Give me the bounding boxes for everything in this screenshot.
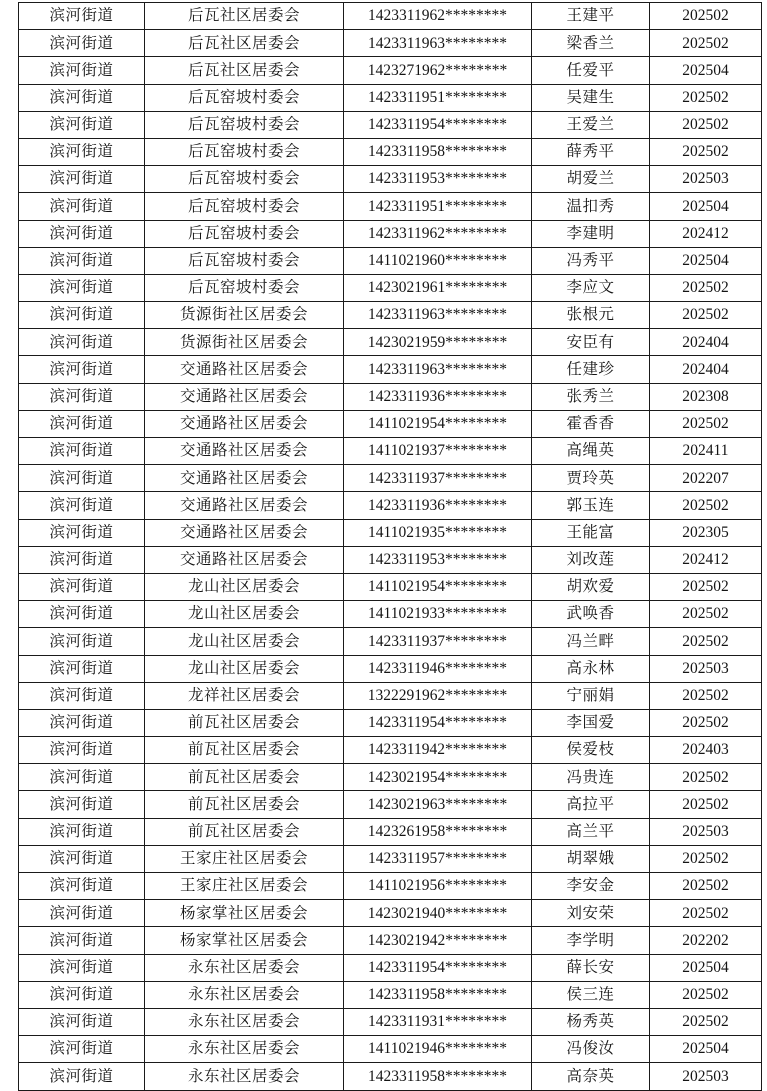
street-cell: 滨河街道 — [19, 873, 145, 900]
date-cell: 202502 — [650, 84, 762, 111]
street-cell: 滨河街道 — [19, 519, 145, 546]
date-cell: 202504 — [650, 954, 762, 981]
table-row — [19, 166, 762, 193]
table-row — [19, 274, 762, 301]
table-row — [19, 492, 762, 519]
person-name-cell: 高奈英 — [532, 1063, 650, 1090]
person-name-cell: 任建珍 — [532, 356, 650, 383]
person-name-cell: 王能富 — [532, 519, 650, 546]
id-number-cell: 1423311963******** — [344, 302, 532, 329]
person-name-cell: 宁丽娟 — [532, 682, 650, 709]
community-cell: 后瓦窑坡村委会 — [145, 84, 344, 111]
table-row — [19, 84, 762, 111]
date-cell: 202504 — [650, 1036, 762, 1063]
street-cell: 滨河街道 — [19, 682, 145, 709]
community-cell: 后瓦社区居委会 — [145, 3, 344, 30]
id-number-cell: 1423311963******** — [344, 356, 532, 383]
table-row — [19, 818, 762, 845]
street-cell: 滨河街道 — [19, 900, 145, 927]
community-cell: 王家庄社区居委会 — [145, 873, 344, 900]
table-body — [19, 3, 762, 1091]
date-cell: 202502 — [650, 111, 762, 138]
date-cell: 202503 — [650, 655, 762, 682]
street-cell: 滨河街道 — [19, 138, 145, 165]
street-cell: 滨河街道 — [19, 1036, 145, 1063]
street-cell: 滨河街道 — [19, 438, 145, 465]
community-cell: 杨家掌社区居委会 — [145, 927, 344, 954]
person-name-cell: 薛秀平 — [532, 138, 650, 165]
date-cell: 202504 — [650, 57, 762, 84]
person-name-cell: 贾玲英 — [532, 465, 650, 492]
person-name-cell: 任爱平 — [532, 57, 650, 84]
id-number-cell: 1423311957******** — [344, 845, 532, 872]
id-number-cell: 1423311931******** — [344, 1008, 532, 1035]
date-cell: 202207 — [650, 465, 762, 492]
community-cell: 永东社区居委会 — [145, 1063, 344, 1090]
street-cell: 滨河街道 — [19, 329, 145, 356]
community-cell: 货源街社区居委会 — [145, 329, 344, 356]
street-cell: 滨河街道 — [19, 383, 145, 410]
table-row — [19, 655, 762, 682]
person-name-cell: 胡欢爱 — [532, 573, 650, 600]
id-number-cell: 1411021937******** — [344, 438, 532, 465]
date-cell: 202502 — [650, 1008, 762, 1035]
person-name-cell: 杨秀英 — [532, 1008, 650, 1035]
community-cell: 交通路社区居委会 — [145, 519, 344, 546]
community-cell: 前瓦社区居委会 — [145, 737, 344, 764]
community-cell: 交通路社区居委会 — [145, 383, 344, 410]
person-name-cell: 李应文 — [532, 274, 650, 301]
person-name-cell: 张秀兰 — [532, 383, 650, 410]
id-number-cell: 1423311962******** — [344, 3, 532, 30]
street-cell: 滨河街道 — [19, 601, 145, 628]
street-cell: 滨河街道 — [19, 274, 145, 301]
id-number-cell: 1423311942******** — [344, 737, 532, 764]
id-number-cell: 1411021954******** — [344, 573, 532, 600]
id-number-cell: 1423271962******** — [344, 57, 532, 84]
table-row — [19, 927, 762, 954]
street-cell: 滨河街道 — [19, 737, 145, 764]
street-cell: 滨河街道 — [19, 84, 145, 111]
id-number-cell: 1423311951******** — [344, 84, 532, 111]
person-name-cell: 武唤香 — [532, 601, 650, 628]
community-cell: 交通路社区居委会 — [145, 356, 344, 383]
id-number-cell: 1423311958******** — [344, 981, 532, 1008]
person-name-cell: 刘安荣 — [532, 900, 650, 927]
date-cell: 202502 — [650, 274, 762, 301]
street-cell: 滨河街道 — [19, 410, 145, 437]
table-row — [19, 3, 762, 30]
table-row — [19, 791, 762, 818]
date-cell: 202502 — [650, 573, 762, 600]
date-cell: 202502 — [650, 30, 762, 57]
street-cell: 滨河街道 — [19, 764, 145, 791]
date-cell: 202503 — [650, 818, 762, 845]
person-name-cell: 李国爱 — [532, 709, 650, 736]
person-name-cell: 冯秀平 — [532, 247, 650, 274]
id-number-cell: 1423311953******** — [344, 166, 532, 193]
community-cell: 永东社区居委会 — [145, 981, 344, 1008]
id-number-cell: 1423021961******** — [344, 274, 532, 301]
street-cell: 滨河街道 — [19, 57, 145, 84]
id-number-cell: 1423021963******** — [344, 791, 532, 818]
table-row — [19, 628, 762, 655]
street-cell: 滨河街道 — [19, 30, 145, 57]
person-name-cell: 李建明 — [532, 220, 650, 247]
community-cell: 龙山社区居委会 — [145, 628, 344, 655]
table-row — [19, 1008, 762, 1035]
community-cell: 王家庄社区居委会 — [145, 845, 344, 872]
table-row — [19, 1063, 762, 1090]
date-cell: 202202 — [650, 927, 762, 954]
table-row — [19, 709, 762, 736]
id-number-cell: 1423311937******** — [344, 465, 532, 492]
date-cell: 202502 — [650, 981, 762, 1008]
table-row — [19, 410, 762, 437]
id-number-cell: 1411021933******** — [344, 601, 532, 628]
id-number-cell: 1423311951******** — [344, 193, 532, 220]
community-cell: 前瓦社区居委会 — [145, 818, 344, 845]
table-row — [19, 465, 762, 492]
table-row — [19, 193, 762, 220]
table-row — [19, 737, 762, 764]
person-name-cell: 王爱兰 — [532, 111, 650, 138]
date-cell: 202412 — [650, 546, 762, 573]
street-cell: 滨河街道 — [19, 981, 145, 1008]
community-cell: 后瓦社区居委会 — [145, 57, 344, 84]
date-cell: 202308 — [650, 383, 762, 410]
community-cell: 后瓦窑坡村委会 — [145, 247, 344, 274]
table-row — [19, 247, 762, 274]
community-cell: 后瓦窑坡村委会 — [145, 220, 344, 247]
street-cell: 滨河街道 — [19, 3, 145, 30]
street-cell: 滨河街道 — [19, 220, 145, 247]
community-cell: 永东社区居委会 — [145, 1036, 344, 1063]
id-number-cell: 1423311958******** — [344, 138, 532, 165]
person-name-cell: 高绳英 — [532, 438, 650, 465]
date-cell: 202412 — [650, 220, 762, 247]
community-cell: 前瓦社区居委会 — [145, 709, 344, 736]
street-cell: 滨河街道 — [19, 791, 145, 818]
person-name-cell: 冯贵连 — [532, 764, 650, 791]
street-cell: 滨河街道 — [19, 111, 145, 138]
table-row — [19, 573, 762, 600]
table-row — [19, 302, 762, 329]
person-name-cell: 胡翠娥 — [532, 845, 650, 872]
community-cell: 后瓦窑坡村委会 — [145, 274, 344, 301]
id-number-cell: 1322291962******** — [344, 682, 532, 709]
date-cell: 202502 — [650, 845, 762, 872]
community-cell: 前瓦社区居委会 — [145, 791, 344, 818]
id-number-cell: 1423311962******** — [344, 220, 532, 247]
table-row — [19, 57, 762, 84]
table-row — [19, 111, 762, 138]
id-number-cell: 1423311946******** — [344, 655, 532, 682]
community-cell: 货源街社区居委会 — [145, 302, 344, 329]
community-cell: 后瓦窑坡村委会 — [145, 166, 344, 193]
street-cell: 滨河街道 — [19, 655, 145, 682]
id-number-cell: 1423021959******** — [344, 329, 532, 356]
street-cell: 滨河街道 — [19, 1063, 145, 1090]
street-cell: 滨河街道 — [19, 628, 145, 655]
person-name-cell: 霍香香 — [532, 410, 650, 437]
street-cell: 滨河街道 — [19, 954, 145, 981]
person-name-cell: 梁香兰 — [532, 30, 650, 57]
street-cell: 滨河街道 — [19, 927, 145, 954]
table-row — [19, 981, 762, 1008]
community-cell: 后瓦社区居委会 — [145, 30, 344, 57]
street-cell: 滨河街道 — [19, 465, 145, 492]
id-number-cell: 1423311936******** — [344, 492, 532, 519]
id-number-cell: 1411021954******** — [344, 410, 532, 437]
person-name-cell: 侯三连 — [532, 981, 650, 1008]
community-cell: 龙山社区居委会 — [145, 601, 344, 628]
person-name-cell: 安臣有 — [532, 329, 650, 356]
table-row — [19, 764, 762, 791]
street-cell: 滨河街道 — [19, 845, 145, 872]
person-name-cell: 冯俊汝 — [532, 1036, 650, 1063]
person-name-cell: 胡爱兰 — [532, 166, 650, 193]
community-cell: 后瓦窑坡村委会 — [145, 138, 344, 165]
table-row — [19, 329, 762, 356]
person-name-cell: 高永林 — [532, 655, 650, 682]
community-cell: 交通路社区居委会 — [145, 546, 344, 573]
date-cell: 202503 — [650, 1063, 762, 1090]
community-cell: 龙山社区居委会 — [145, 573, 344, 600]
community-cell: 交通路社区居委会 — [145, 492, 344, 519]
person-name-cell: 王建平 — [532, 3, 650, 30]
id-number-cell: 1423311953******** — [344, 546, 532, 573]
person-name-cell: 李学明 — [532, 927, 650, 954]
person-name-cell: 张根元 — [532, 302, 650, 329]
id-number-cell: 1411021935******** — [344, 519, 532, 546]
community-cell: 交通路社区居委会 — [145, 465, 344, 492]
table-row — [19, 601, 762, 628]
date-cell: 202411 — [650, 438, 762, 465]
community-cell: 后瓦窑坡村委会 — [145, 193, 344, 220]
id-number-cell: 1411021956******** — [344, 873, 532, 900]
person-name-cell: 郭玉连 — [532, 492, 650, 519]
community-cell: 前瓦社区居委会 — [145, 764, 344, 791]
id-number-cell: 1411021946******** — [344, 1036, 532, 1063]
person-name-cell: 吴建生 — [532, 84, 650, 111]
date-cell: 202504 — [650, 193, 762, 220]
street-cell: 滨河街道 — [19, 356, 145, 383]
table-row — [19, 682, 762, 709]
table-row — [19, 220, 762, 247]
person-name-cell: 侯爱枝 — [532, 737, 650, 764]
id-number-cell: 1423311958******** — [344, 1063, 532, 1090]
street-cell: 滨河街道 — [19, 302, 145, 329]
community-cell: 交通路社区居委会 — [145, 438, 344, 465]
community-cell: 交通路社区居委会 — [145, 410, 344, 437]
id-number-cell: 1423311936******** — [344, 383, 532, 410]
date-cell: 202502 — [650, 492, 762, 519]
date-cell: 202502 — [650, 3, 762, 30]
id-number-cell: 1423311954******** — [344, 954, 532, 981]
community-cell: 永东社区居委会 — [145, 1008, 344, 1035]
community-cell: 永东社区居委会 — [145, 954, 344, 981]
person-name-cell: 冯兰畔 — [532, 628, 650, 655]
data-table — [18, 2, 762, 1091]
table-row — [19, 138, 762, 165]
date-cell: 202404 — [650, 356, 762, 383]
street-cell: 滨河街道 — [19, 247, 145, 274]
date-cell: 202502 — [650, 682, 762, 709]
date-cell: 202403 — [650, 737, 762, 764]
street-cell: 滨河街道 — [19, 709, 145, 736]
date-cell: 202502 — [650, 873, 762, 900]
id-number-cell: 1423021942******** — [344, 927, 532, 954]
table-row — [19, 1036, 762, 1063]
id-number-cell: 1423261958******** — [344, 818, 532, 845]
id-number-cell: 1423311954******** — [344, 111, 532, 138]
street-cell: 滨河街道 — [19, 818, 145, 845]
id-number-cell: 1423021940******** — [344, 900, 532, 927]
person-name-cell: 刘改莲 — [532, 546, 650, 573]
date-cell: 202502 — [650, 601, 762, 628]
street-cell: 滨河街道 — [19, 546, 145, 573]
date-cell: 202502 — [650, 410, 762, 437]
table-row — [19, 383, 762, 410]
table-row — [19, 519, 762, 546]
community-cell: 杨家掌社区居委会 — [145, 900, 344, 927]
community-cell: 龙祥社区居委会 — [145, 682, 344, 709]
date-cell: 202503 — [650, 166, 762, 193]
person-name-cell: 李安金 — [532, 873, 650, 900]
street-cell: 滨河街道 — [19, 573, 145, 600]
table-row — [19, 438, 762, 465]
table-row — [19, 845, 762, 872]
person-name-cell: 高拉平 — [532, 791, 650, 818]
street-cell: 滨河街道 — [19, 1008, 145, 1035]
id-number-cell: 1423021954******** — [344, 764, 532, 791]
table-row — [19, 873, 762, 900]
street-cell: 滨河街道 — [19, 193, 145, 220]
date-cell: 202502 — [650, 302, 762, 329]
date-cell: 202305 — [650, 519, 762, 546]
street-cell: 滨河街道 — [19, 492, 145, 519]
id-number-cell: 1423311937******** — [344, 628, 532, 655]
table-row — [19, 546, 762, 573]
person-name-cell: 高兰平 — [532, 818, 650, 845]
date-cell: 202504 — [650, 247, 762, 274]
table-row — [19, 954, 762, 981]
community-cell: 龙山社区居委会 — [145, 655, 344, 682]
date-cell: 202502 — [650, 791, 762, 818]
date-cell: 202404 — [650, 329, 762, 356]
date-cell: 202502 — [650, 764, 762, 791]
id-number-cell: 1423311963******** — [344, 30, 532, 57]
person-name-cell: 薛长安 — [532, 954, 650, 981]
street-cell: 滨河街道 — [19, 166, 145, 193]
date-cell: 202502 — [650, 628, 762, 655]
community-cell: 后瓦窑坡村委会 — [145, 111, 344, 138]
id-number-cell: 1411021960******** — [344, 247, 532, 274]
person-name-cell: 温扣秀 — [532, 193, 650, 220]
table-row — [19, 356, 762, 383]
date-cell: 202502 — [650, 138, 762, 165]
id-number-cell: 1423311954******** — [344, 709, 532, 736]
table-row — [19, 900, 762, 927]
date-cell: 202502 — [650, 900, 762, 927]
table-row — [19, 30, 762, 57]
date-cell: 202502 — [650, 709, 762, 736]
